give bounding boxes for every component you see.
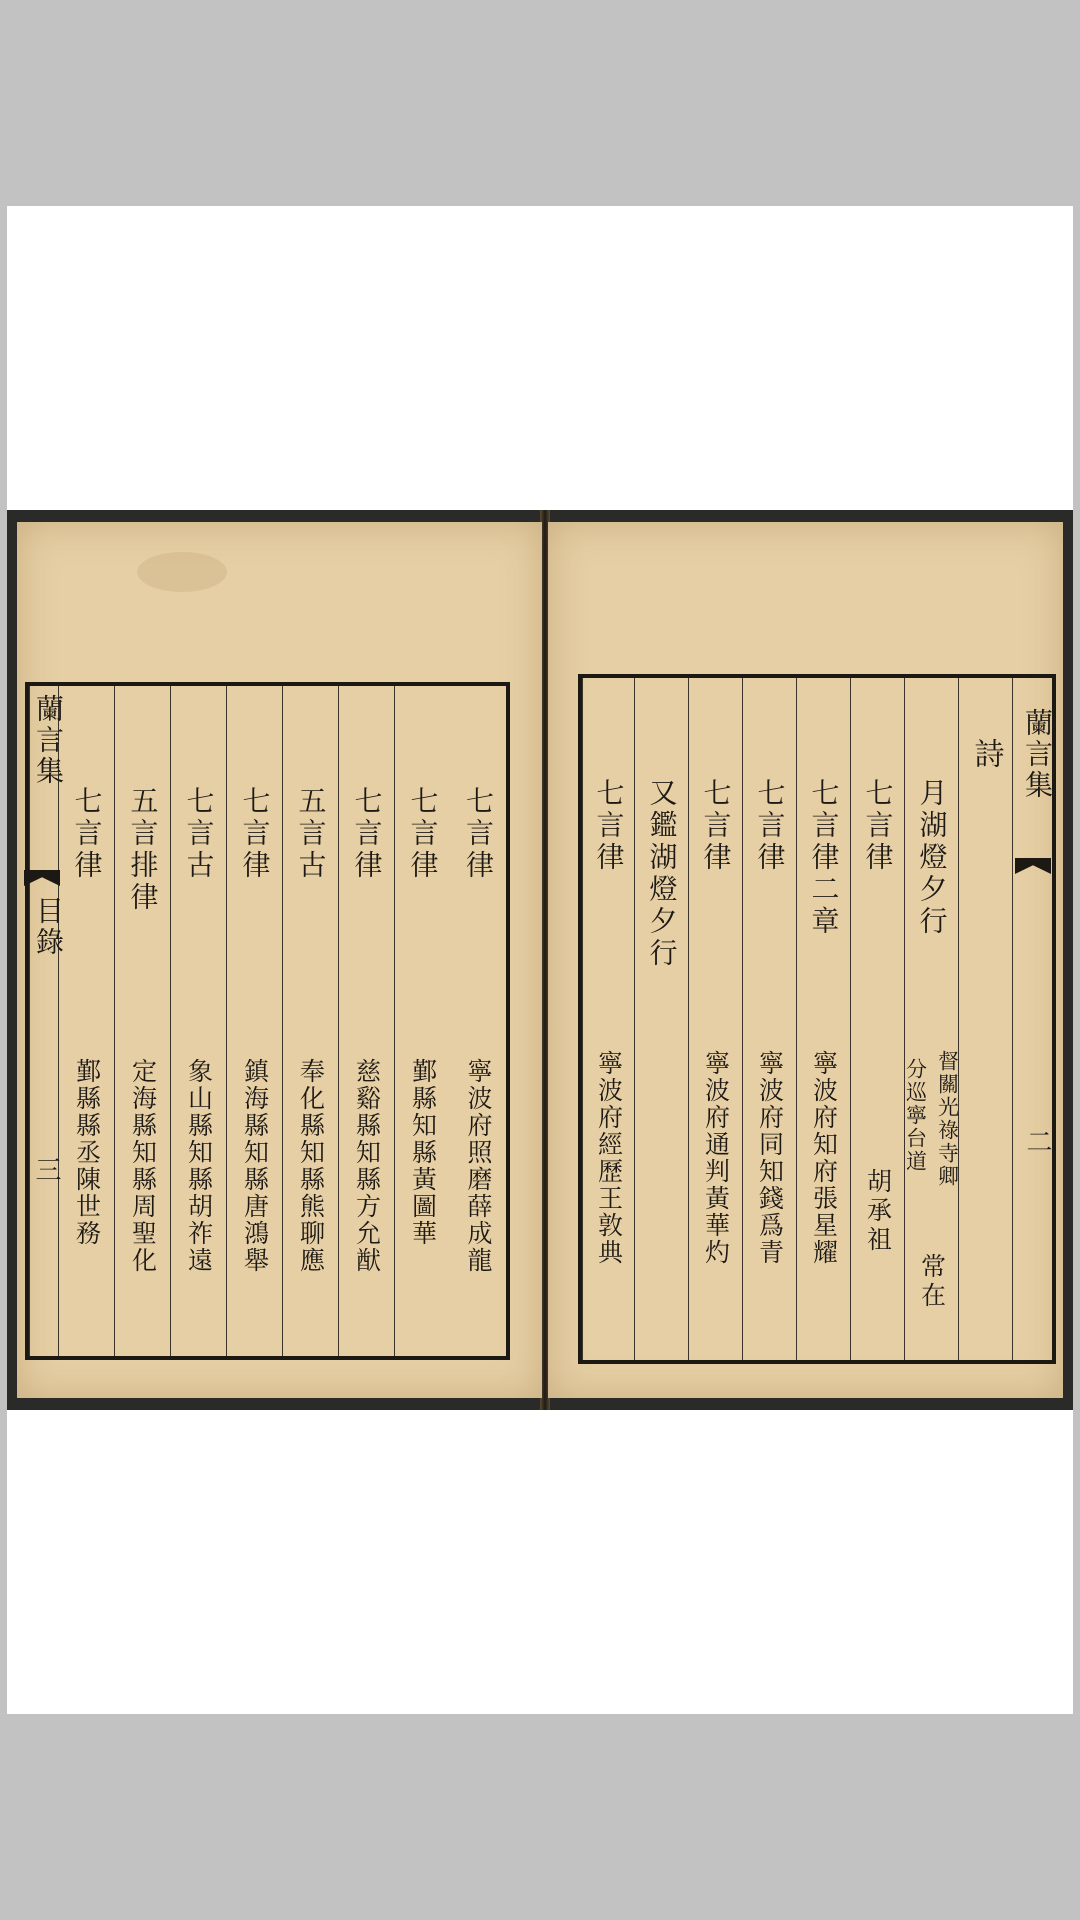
toc-author-name: 方允猷: [352, 1193, 382, 1274]
toc-author-role: 督關光祿寺卿: [935, 1050, 960, 1188]
toc-column-7: [582, 678, 634, 1360]
toc-column-1: [450, 686, 506, 1356]
toc-title: 七言律二章: [807, 778, 841, 938]
toc-column-6: [634, 678, 688, 1360]
toc-author: [125, 1058, 161, 1274]
toc-column-7: [114, 686, 170, 1356]
heading-column: [958, 678, 1012, 1360]
toc-author-name: 張星耀: [809, 1185, 839, 1266]
toc-author: [349, 1058, 385, 1274]
toc-column-5: [226, 686, 282, 1356]
left-page-frame: [25, 682, 510, 1360]
toc-author-name: 陳世務: [72, 1166, 102, 1247]
page-number: 二: [1022, 1128, 1052, 1157]
toc-author-role: 慈谿縣知縣: [352, 1058, 382, 1193]
fishtail-mark: [1015, 858, 1051, 874]
toc-author-role: 寧波府通判: [701, 1050, 731, 1185]
toc-title: 七言律: [861, 778, 895, 874]
toc-author-role: 鎮海縣知縣: [240, 1058, 270, 1193]
toc-title: 七言律: [238, 786, 272, 882]
right-page: [548, 522, 1063, 1398]
toc-author: [69, 1058, 105, 1247]
toc-column-2: [394, 686, 450, 1356]
toc-author-name: 黃圖華: [408, 1166, 438, 1247]
toc-author-name: 胡祚遠: [184, 1193, 214, 1274]
fishtail-mark: [24, 870, 60, 886]
book-title: 蘭言集: [1021, 708, 1054, 801]
toc-author-role: 寧波府知府: [809, 1050, 839, 1185]
toc-title: 月湖燈夕行: [915, 778, 949, 938]
section-label: 目錄: [32, 896, 65, 958]
left-page: [17, 522, 542, 1398]
toc-author: [806, 1050, 842, 1266]
toc-title: 七言律: [753, 778, 787, 874]
right-page-centre-strip: [1012, 678, 1052, 1360]
right-page-frame: [578, 674, 1056, 1364]
toc-author: [901, 1050, 963, 1188]
toc-author-role-2: 分巡寧台道: [903, 1058, 928, 1173]
book-title: 蘭言集: [32, 694, 65, 787]
toc-column-2: [850, 678, 904, 1360]
toc-author-name: 熊聊應: [296, 1193, 326, 1274]
toc-author: [293, 1058, 329, 1274]
page-number: 三: [31, 1156, 61, 1185]
toc-column-4: [282, 686, 338, 1356]
toc-column-5: [688, 678, 742, 1360]
toc-title: 七言律: [462, 786, 495, 882]
toc-author-name: 唐鴻舉: [240, 1193, 270, 1274]
toc-title: 又鑑湖燈夕行: [645, 778, 679, 970]
toc-author-role: 定海縣知縣: [128, 1058, 158, 1193]
toc-column-6: [170, 686, 226, 1356]
toc-column-3: [796, 678, 850, 1360]
toc-author-name: 薛成龍: [464, 1193, 493, 1274]
toc-author-role: 寧波府照磨: [464, 1058, 493, 1193]
toc-title: 七言律: [406, 786, 440, 882]
toc-author-name: 胡承祖: [863, 1168, 893, 1255]
paper-stain: [137, 552, 227, 592]
toc-author-role: 象山縣知縣: [184, 1058, 214, 1193]
book-scan: [7, 510, 1073, 1410]
toc-author-name: 周聖化: [128, 1193, 158, 1274]
toc-author: [237, 1058, 273, 1274]
toc-title: 七言律: [699, 778, 733, 874]
toc-column-4: [742, 678, 796, 1360]
toc-title: 七言律: [350, 786, 384, 882]
toc-author-name: 常在: [917, 1253, 947, 1311]
toc-title: 七言律: [592, 778, 626, 874]
toc-author: [460, 1058, 496, 1274]
toc-author-role: 鄞縣知縣: [408, 1058, 438, 1166]
left-page-centre-strip: [29, 686, 65, 1356]
toc-title: 五言排律: [126, 786, 160, 914]
toc-author-name: 黃華灼: [701, 1185, 731, 1266]
toc-column-3: [338, 686, 394, 1356]
toc-author-role: 寧波府經歷: [594, 1050, 624, 1185]
toc-author: [181, 1058, 217, 1274]
toc-author-name: 錢爲青: [755, 1185, 785, 1266]
toc-author-role: 鄞縣縣丞: [72, 1058, 102, 1166]
toc-author-role: 寧波府同知: [755, 1050, 785, 1185]
toc-title: 五言古: [294, 786, 328, 882]
toc-author: [752, 1050, 788, 1266]
section-heading: 詩: [968, 738, 1004, 772]
toc-author: [591, 1050, 627, 1266]
toc-author: [698, 1050, 734, 1266]
toc-author: [405, 1058, 441, 1247]
toc-column-1: [904, 678, 958, 1360]
toc-author-role: 奉化縣知縣: [296, 1058, 326, 1193]
toc-title: 七言律: [70, 786, 104, 882]
toc-title: 七言古: [182, 786, 216, 882]
toc-author-name: 王敦典: [594, 1185, 624, 1266]
